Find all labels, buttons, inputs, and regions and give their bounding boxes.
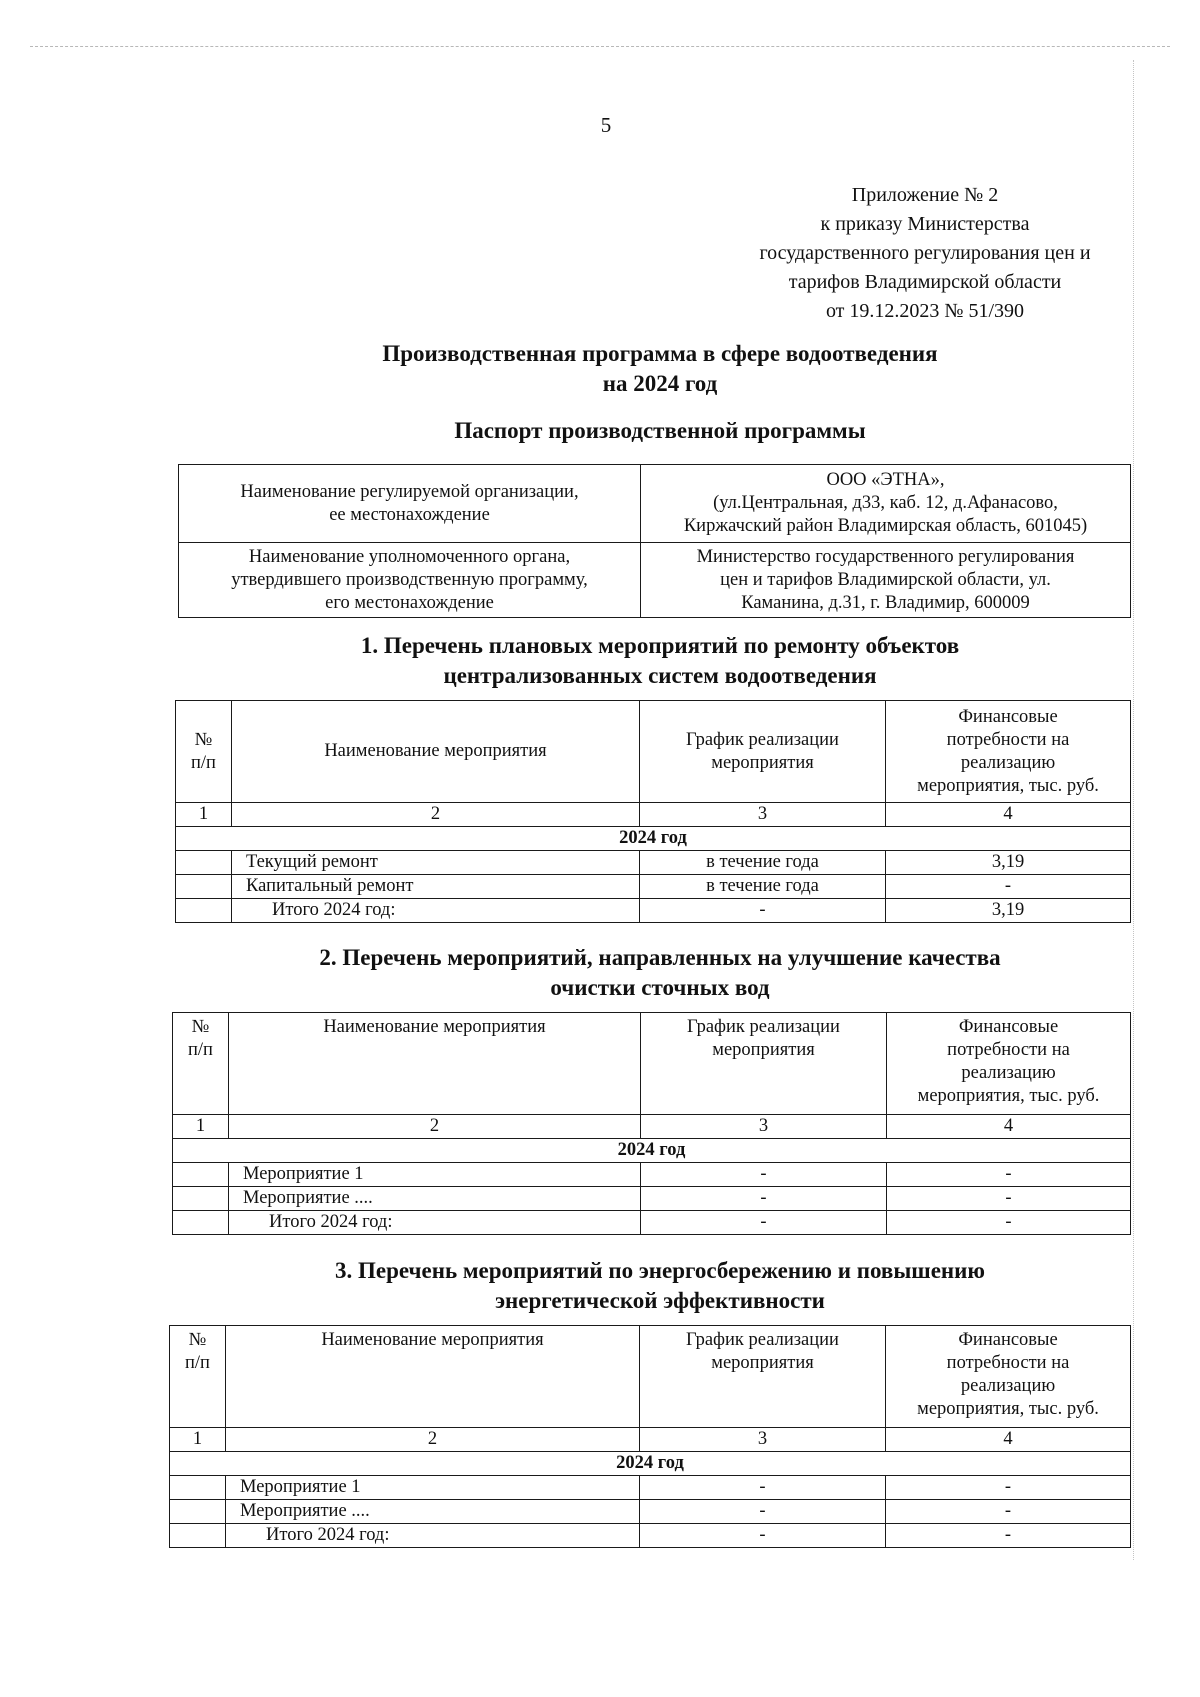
page-number: 5 [600,113,612,137]
row-finance: - [887,1163,1131,1187]
cell-line: реализацию [961,1063,1056,1083]
table-row [179,543,1131,618]
total-row [176,899,1131,923]
year-label: 2024 год [173,1139,1131,1163]
cell-line: потребности на [947,1040,1070,1060]
cell-line: № [191,1017,210,1037]
header-num [173,1013,229,1115]
appendix-line: тарифов Владимирской области [788,271,1062,293]
cell-line: мероприятия [711,752,814,773]
cell-line: График реализации [686,729,839,750]
cell-line: цен и тарифов Владимирской области, ул. [720,569,1051,590]
section-2-table [172,1012,1131,1235]
row-name: Мероприятие 1 [229,1163,641,1187]
cell-line: п/п [185,1353,210,1373]
passport-label-cell [179,465,641,543]
row-name: Мероприятие .... [226,1500,640,1524]
cell-line: ООО «ЭТНА», [826,470,945,490]
header-row [173,1013,1131,1115]
appendix-line: к приказу Министерства [820,213,1030,235]
table-row [173,1187,1131,1211]
row-schedule: - [640,1500,886,1524]
cell-line: График реализации [687,1017,840,1037]
row-num [170,1524,226,1548]
appendix-line: государственного регулирования цен и [759,242,1091,264]
row-num [170,1476,226,1500]
row-num [170,1500,226,1524]
cell-line: потребности на [946,1353,1070,1373]
row-num [173,1187,229,1211]
header-num [170,1326,226,1428]
title-line: 2. Перечень мероприятий, направленных на улучшение качества [319,945,1001,970]
cell-line: Наименование уполномоченного органа, [248,546,571,567]
row-name: Капитальный ремонт [232,875,640,899]
title-line: централизованных систем водоотведения [443,663,877,688]
cell-line: мероприятия [711,1353,814,1373]
column-number: 2 [229,1115,641,1139]
header-name: Наименование мероприятия [229,1013,641,1115]
title-line: очистки сточных вод [550,975,770,1000]
header-row [170,1326,1131,1428]
section-3-table [169,1325,1131,1548]
table-row [170,1500,1131,1524]
cell-line: Каманина, д.31, г. Владимир, 600009 [741,592,1030,613]
cell-line: Финансовые [958,1330,1058,1350]
row-num [176,851,232,875]
cell-line: Наименование регулируемой организации, [240,481,579,502]
document-title [170,339,1150,399]
row-schedule: - [640,1524,886,1548]
cell-line: № [194,729,213,750]
appendix-line: от 19.12.2023 № 51/390 [825,300,1025,322]
column-number: 3 [640,803,886,827]
column-number: 3 [641,1115,887,1139]
row-name: Текущий ремонт [232,851,640,875]
row-schedule: в течение года [640,875,886,899]
appendix-reference [715,181,1135,326]
year-label: 2024 год [176,827,1131,851]
row-name: Итого 2024 год: [229,1211,641,1235]
column-number-row [170,1428,1131,1452]
row-schedule: - [641,1163,887,1187]
year-row [170,1452,1131,1476]
column-number-row [173,1115,1131,1139]
row-schedule: - [641,1211,887,1235]
passport-label-cell [179,543,641,618]
cell-line: График реализации [686,1330,839,1350]
row-name: Мероприятие .... [229,1187,641,1211]
scan-edge-line [30,46,1170,47]
row-finance: 3,19 [886,899,1131,923]
header-name: Наименование мероприятия [232,701,640,803]
title-line: 1. Перечень плановых мероприятий по ремонту объектов [360,633,960,658]
row-num [176,875,232,899]
column-number: 4 [886,1428,1131,1452]
row-schedule: - [640,1476,886,1500]
title-line: 3. Перечень мероприятий по энергосбережению и повышению [335,1258,985,1283]
header-finance [887,1013,1131,1115]
section-1-title [170,631,1150,691]
passport-value-cell [641,465,1131,543]
passport-heading [170,416,1150,446]
row-num [176,899,232,923]
table-row [179,465,1131,543]
cell-line: № [188,1330,207,1350]
cell-line: реализацию [960,1376,1056,1396]
cell-line: Киржачский район Владимирская область, 601045) [683,516,1088,536]
section-3-title [170,1256,1150,1316]
cell-line: реализацию [960,752,1056,773]
header-finance [886,1326,1131,1428]
header-schedule [640,701,886,803]
row-name: Итого 2024 год: [232,899,640,923]
cell-line: Финансовые [958,1017,1059,1037]
column-number: 3 [640,1428,886,1452]
cell-line: его местонахождение [325,592,494,613]
column-number: 1 [170,1428,226,1452]
row-name: Мероприятие 1 [226,1476,640,1500]
row-finance: - [887,1211,1131,1235]
row-num [173,1163,229,1187]
cell-line: п/п [191,752,216,773]
table-row [173,1163,1131,1187]
cell-line: мероприятия [712,1040,815,1060]
column-number: 1 [173,1115,229,1139]
row-finance: - [887,1187,1131,1211]
title-line: энергетической эффективности [495,1288,825,1313]
year-label: 2024 год [170,1452,1131,1476]
year-row [173,1139,1131,1163]
total-row [173,1211,1131,1235]
column-number-row [176,803,1131,827]
table-row [170,1476,1131,1500]
section-2-title [170,943,1150,1003]
header-schedule [641,1013,887,1115]
column-number: 2 [232,803,640,827]
title-line: на 2024 год [602,371,718,396]
cell-line: Финансовые [958,706,1058,727]
row-finance: - [886,1500,1131,1524]
section-1-table [175,700,1131,923]
cell-line: Министерство государственного регулирования [696,546,1075,567]
header-schedule [640,1326,886,1428]
column-number: 1 [176,803,232,827]
passport-heading-text: Паспорт производственной программы [454,418,866,443]
row-finance: - [886,1524,1131,1548]
table-row [176,851,1131,875]
appendix-line: Приложение № 2 [851,184,999,206]
cell-line: мероприятия, тыс. руб. [917,1086,1100,1106]
cell-line: ее местонахождение [329,504,490,525]
year-row [176,827,1131,851]
column-number: 4 [886,803,1131,827]
row-finance: - [886,1476,1131,1500]
row-schedule: - [641,1187,887,1211]
header-finance [886,701,1131,803]
title-line: Производственная программа в сфере водоотведения [382,341,938,366]
row-finance: 3,19 [886,851,1131,875]
row-schedule: - [640,899,886,923]
cell-line: (ул.Центральная, д33, каб. 12, д.Афанасово, [713,493,1058,513]
row-finance: - [886,875,1131,899]
row-schedule: в течение года [640,851,886,875]
passport-value-cell [641,543,1131,618]
column-number: 4 [887,1115,1131,1139]
total-row [170,1524,1131,1548]
cell-line: утвердившего производственную программу, [231,569,588,590]
row-name: Итого 2024 год: [226,1524,640,1548]
cell-line: мероприятия, тыс. руб. [917,775,1099,796]
header-name: Наименование мероприятия [226,1326,640,1428]
header-row [176,701,1131,803]
cell-line: потребности на [946,729,1070,750]
cell-line: мероприятия, тыс. руб. [917,1399,1099,1419]
column-number: 2 [226,1428,640,1452]
header-num [176,701,232,803]
row-num [173,1211,229,1235]
cell-line: п/п [188,1040,213,1060]
table-row [176,875,1131,899]
passport-table [178,464,1131,618]
